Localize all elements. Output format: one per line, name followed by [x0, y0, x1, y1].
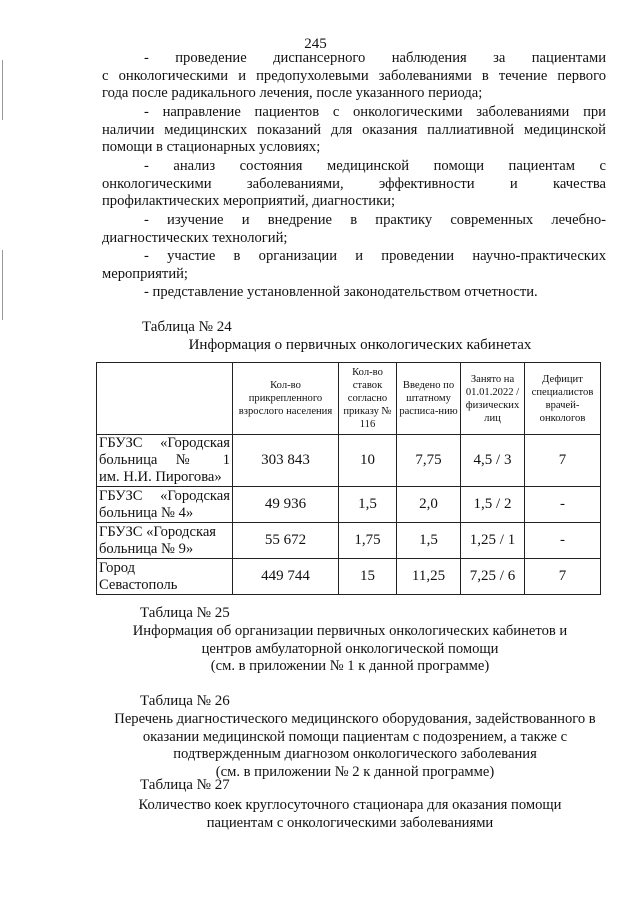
row-label-line: ГБУЗС «Городская — [99, 435, 230, 451]
scan-edge-mark — [2, 60, 3, 120]
header-cell: Дефицит специалистов врачей-онкологов — [525, 363, 601, 435]
table26-caption: Таблица № 26 — [140, 693, 230, 709]
table-cell: 2,0 — [397, 487, 461, 523]
bullet-paragraph — [102, 104, 606, 157]
bullet-paragraph — [102, 50, 606, 103]
text-line: подтвержденным диагнозом онкологического заболевания — [173, 746, 537, 763]
text-line: - участие в организации и проведении научно-практических — [144, 248, 606, 264]
table-cell: 303 843 — [233, 435, 339, 487]
header-cell: Кол-во ставок согласно приказу № 116 — [339, 363, 397, 435]
bullet-paragraph — [102, 284, 606, 302]
header-cell: Введено по штатному расписа-нию — [397, 363, 461, 435]
row-label — [97, 435, 233, 487]
table-cell: 7,25 / 6 — [461, 559, 525, 595]
table24-caption: Таблица № 24 — [142, 319, 232, 335]
table-row — [97, 559, 601, 595]
row-label-line: ГБУЗС «Городская — [99, 523, 217, 540]
row-label — [97, 487, 233, 523]
text-line: оказании медицинской помощи пациентам с подозрением, а также с — [142, 728, 568, 745]
header-cell: Занято на 01.01.2022 / физических лиц — [461, 363, 525, 435]
row-label-line: больница № 4» — [99, 504, 194, 521]
table24-title: Информация о первичных онкологических кабинетах — [188, 337, 532, 353]
table-cell: - — [525, 523, 601, 559]
text-line: - анализ состояния медицинской помощи пациентам с — [144, 158, 606, 174]
text-line: Информация об организации первичных онкологических кабинетов и — [132, 623, 568, 639]
table-cell: 1,5 — [339, 487, 397, 523]
text-line: Перечень диагностического медицинского оборудования, задействованного в — [114, 711, 596, 727]
text-line: - представление установленной законодательством отчетности. — [144, 284, 538, 300]
table27-description — [80, 797, 620, 832]
table-header-row — [97, 363, 601, 435]
table-cell: 49 936 — [233, 487, 339, 523]
text-line: - направление пациентов с онкологическими заболеваниями при — [144, 104, 606, 120]
bullet-paragraph — [102, 212, 606, 247]
row-label — [97, 523, 233, 559]
table-cell: 10 — [339, 435, 397, 487]
table25-description — [80, 623, 620, 676]
text-line: диагностических технологий; — [102, 229, 288, 246]
table-cell: 449 744 — [233, 559, 339, 595]
row-label-line: Севастополь — [99, 576, 178, 593]
text-line: - проведение диспансерного наблюдения за пациентами — [144, 50, 606, 66]
page-number: 245 — [304, 36, 327, 52]
row-label-line: ГБУЗС «Городская — [99, 487, 230, 504]
text-line: Количество коек круглосуточного стационара для оказания помощи — [138, 797, 562, 813]
text-line: - изучение и внедрение в практику современных лечебно- — [144, 212, 606, 228]
row-label-line: Город — [99, 559, 136, 576]
header-cell: Кол-во прикрепленного взрослого населения — [233, 363, 339, 435]
row-label-line: больница № 1 — [99, 452, 230, 468]
row-label-line: им. Н.И. Пирогова» — [99, 469, 222, 485]
table-cell: 1,5 — [397, 523, 461, 559]
table-cell: 15 — [339, 559, 397, 595]
text-line: помощи в стационарных условиях; — [102, 139, 321, 156]
table-row — [97, 487, 601, 523]
table-cell: 1,25 / 1 — [461, 523, 525, 559]
table-cell: 7,75 — [397, 435, 461, 487]
text-line: онкологическими заболеваниями, эффективности и качества — [102, 175, 606, 192]
table27-caption: Таблица № 27 — [140, 777, 230, 793]
table-row — [97, 435, 601, 487]
text-line: пациентам с онкологическими заболеваниями — [206, 814, 494, 831]
table-cell: 1,5 / 2 — [461, 487, 525, 523]
header-cell — [97, 363, 233, 435]
text-line: мероприятий; — [102, 265, 188, 282]
oncology-offices-table — [96, 362, 601, 595]
table25-caption: Таблица № 25 — [140, 605, 230, 621]
text-line: профилактических мероприятий, диагностики; — [102, 193, 396, 210]
text-line: (см. в приложении № 2 к данной программе) — [215, 763, 495, 780]
bullet-paragraph — [102, 158, 606, 211]
table-cell: 55 672 — [233, 523, 339, 559]
text-line: наличии медицинских показаний для оказания паллиативной медицинской — [102, 121, 606, 138]
text-line: года после радикального лечения, после указанного периода; — [102, 85, 483, 102]
table26-description — [70, 711, 631, 781]
table-cell: 4,5 / 3 — [461, 435, 525, 487]
bullet-paragraph — [102, 248, 606, 283]
table-cell: 1,75 — [339, 523, 397, 559]
text-line: с онкологическими и предопухолевыми заболеваниями в течение первого — [102, 67, 606, 84]
table-cell: - — [525, 487, 601, 523]
table-cell: 7 — [525, 559, 601, 595]
row-label — [97, 559, 233, 595]
table-cell: 11,25 — [397, 559, 461, 595]
scan-edge-mark — [2, 250, 3, 320]
table-row — [97, 523, 601, 559]
row-label-line: больница № 9» — [99, 540, 194, 557]
text-line: центров амбулаторной онкологической помощи — [201, 640, 499, 657]
table-cell: 7 — [525, 435, 601, 487]
text-line: (см. в приложении № 1 к данной программе) — [210, 658, 490, 675]
